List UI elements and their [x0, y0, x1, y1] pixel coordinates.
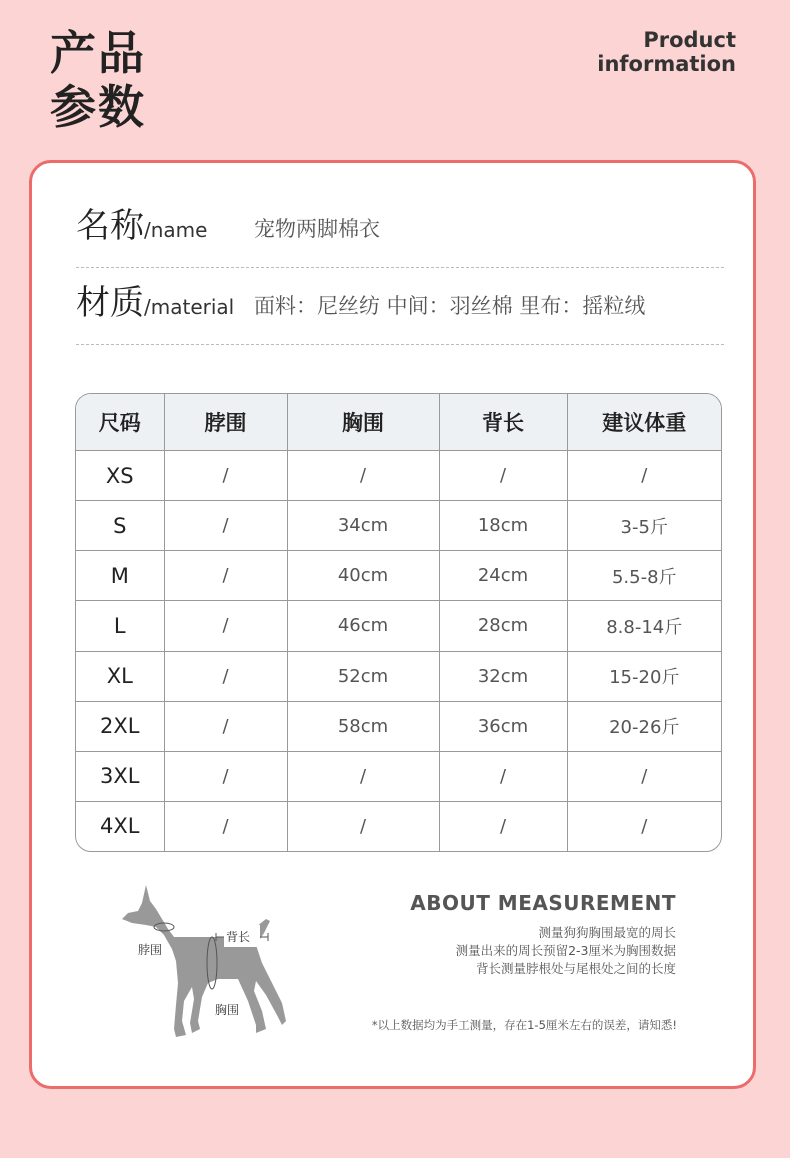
cell-weight: 15-20斤 [567, 651, 721, 701]
material-row [76, 268, 724, 345]
cell-back: / [439, 751, 567, 801]
cell-back: 24cm [439, 551, 567, 601]
cell-neck: / [164, 801, 287, 851]
header-chest: 胸围 [287, 394, 439, 451]
cell-weight: 8.8-14斤 [567, 601, 721, 651]
dog-measurement-diagram [106, 879, 306, 1049]
cell-back: 18cm [439, 501, 567, 551]
measurement-line-2: 测量出来的周长预留2-3厘米为胸围数据 [455, 943, 676, 958]
cell-chest: / [287, 801, 439, 851]
cell-neck: / [164, 601, 287, 651]
material-label: 材质/material [76, 283, 235, 323]
product-info-card [29, 160, 756, 1089]
table-header-row [76, 394, 721, 451]
measurement-instructions [456, 924, 676, 978]
measurement-line-1: 测量狗狗胸围最宽的周长 [538, 925, 676, 940]
cell-back: / [439, 801, 567, 851]
table-row [76, 601, 721, 651]
neck-label: 脖围 [138, 943, 163, 957]
table-row [76, 751, 721, 801]
cell-back: 28cm [439, 601, 567, 651]
name-value: 宠物两脚棉衣 [254, 217, 380, 241]
cell-weight: / [567, 751, 721, 801]
page-title-cn [50, 26, 146, 134]
header-weight: 建议体重 [567, 394, 721, 451]
cell-neck: / [164, 751, 287, 801]
table-row [76, 701, 721, 751]
table-row [76, 451, 721, 501]
cell-chest: 40cm [287, 551, 439, 601]
cell-size: S [76, 501, 164, 551]
cell-size: 4XL [76, 801, 164, 851]
cell-size: 3XL [76, 751, 164, 801]
size-table [75, 393, 722, 852]
measurement-note: *以上数据均为手工测量，存在1-5厘米左右的误差，请知悉! [371, 1018, 677, 1032]
cell-neck: / [164, 451, 287, 501]
cell-size: 2XL [76, 701, 164, 751]
title-en-line1: Product [643, 28, 736, 52]
cell-chest: 58cm [287, 701, 439, 751]
cell-back: 32cm [439, 651, 567, 701]
title-cn-line1: 产品 [50, 26, 146, 80]
cell-back: / [439, 451, 567, 501]
cell-neck: / [164, 551, 287, 601]
cell-chest: / [287, 751, 439, 801]
page-title-en [597, 28, 736, 76]
measurement-line-3: 背长测量脖根处与尾根处之间的长度 [475, 961, 676, 976]
cell-weight: / [567, 451, 721, 501]
cell-weight: 5.5-8斤 [567, 551, 721, 601]
name-row [76, 191, 724, 268]
cell-chest: 52cm [287, 651, 439, 701]
cell-chest: / [287, 451, 439, 501]
dog-silhouette [122, 885, 286, 1037]
cell-weight: 3-5斤 [567, 501, 721, 551]
cell-size: XS [76, 451, 164, 501]
header-size: 尺码 [76, 394, 164, 451]
table-row [76, 801, 721, 851]
table-row [76, 651, 721, 701]
cell-chest: 46cm [287, 601, 439, 651]
measurement-title: ABOUT MEASUREMENT [410, 891, 676, 915]
table-row [76, 501, 721, 551]
cell-back: 36cm [439, 701, 567, 751]
cell-neck: / [164, 651, 287, 701]
cell-size: XL [76, 651, 164, 701]
chest-label: 胸围 [215, 1003, 240, 1017]
cell-weight: 20-26斤 [567, 701, 721, 751]
cell-size: L [76, 601, 164, 651]
cell-weight: / [567, 801, 721, 851]
cell-chest: 34cm [287, 501, 439, 551]
header-back: 背长 [439, 394, 567, 451]
title-cn-line2: 参数 [50, 80, 146, 134]
title-en-line2: information [597, 52, 736, 76]
header-neck: 脖围 [164, 394, 287, 451]
name-label: 名称/name [76, 206, 208, 246]
cell-neck: / [164, 501, 287, 551]
material-value: 面料：尼丝纺 中间：羽丝棉 里布：摇粒绒 [254, 294, 646, 318]
table-row [76, 551, 721, 601]
cell-neck: / [164, 701, 287, 751]
back-label: 背长 [226, 930, 251, 944]
cell-size: M [76, 551, 164, 601]
